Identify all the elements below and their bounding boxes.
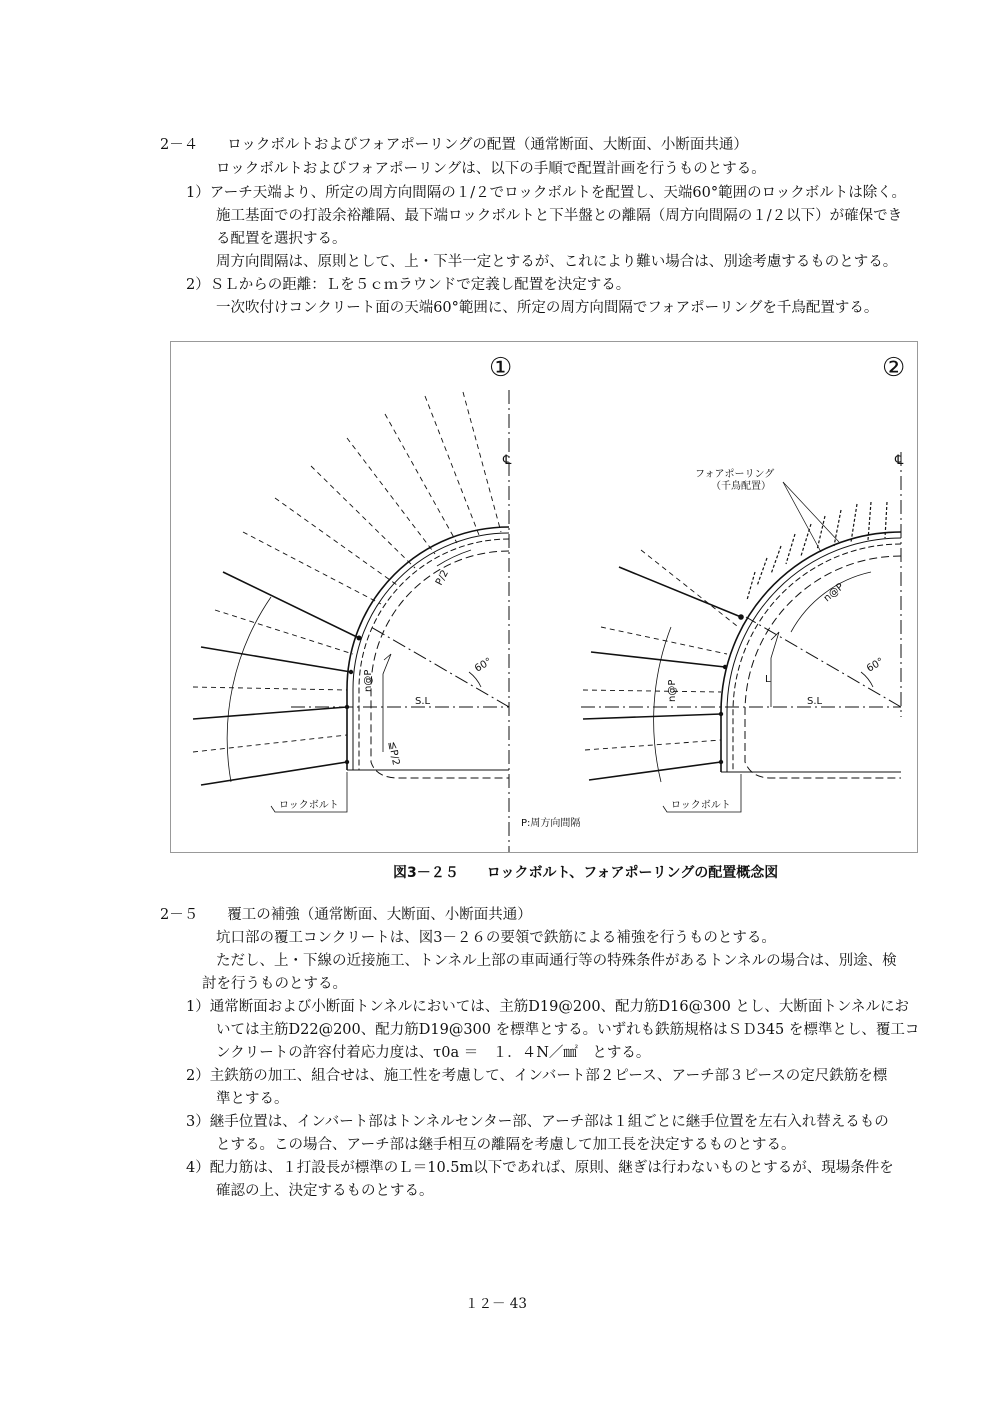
item-25-1-line-2: いては主筋D22@200、配力筋D19@300 を標準とする。いずれも鉄筋規格はＳＤ345 を標準とし、覆工コ: [216, 1022, 920, 1038]
item-25-4-line-1: 4）配力筋は、１打設長が標準のＬ＝10.5m以下であれば、原則、継ぎは行わないものとするが、現場条件を: [186, 1160, 894, 1176]
label-p-definition: P:周方向間隔: [521, 818, 581, 829]
item-1-line-3: る配置を選択する。: [216, 231, 347, 247]
item-1-line-1: 1）アーチ天端より、所定の周方向間隔の１/２でロックボルトを配置し、天端60°範囲のロックボルトは除く。: [186, 185, 907, 201]
figure-caption: 図3－２５ ロックボルト、フォアポーリングの配置概念図: [393, 865, 779, 881]
item-25-1-line-3: ンクリートの許容付着応力度は、τ0a ＝ １．４N／㎟ とする。: [216, 1045, 651, 1061]
item-25-2-line-2: 準とする。: [216, 1091, 289, 1107]
figure-number-2: ②: [882, 353, 906, 383]
item-2-line-1: 2）ＳＬからの距離：Ｌを５ｃｍラウンドで定義し配置を決定する。: [186, 277, 631, 293]
rockbolt-forepoling-figure: [170, 341, 918, 853]
item-25-3-line-1: 3）継手位置は、インバート部はトンネルセンター部、アーチ部は１組ごとに継手位置を左右入れ替えるもの: [186, 1114, 889, 1130]
label-le-p-half: ≦P/2: [386, 740, 402, 767]
item-1-line-4: 周方向間隔は、原則として、上・下半一定とするが、これにより難い場合は、別途考慮するものとする。: [216, 254, 898, 270]
label-rockbolt-2: ロックボルト: [671, 800, 731, 811]
label-n-at-p-2a: n@P: [821, 581, 847, 605]
section-2-5-intro-3: 討を行うものとする。: [202, 976, 347, 992]
item-25-2-line-1: 2）主鉄筋の加工、組合せは、施工性を考慮して、インバート部２ピース、アーチ部３ピースの定尺鉄筋を標: [186, 1068, 888, 1084]
item-25-4-line-2: 確認の上、決定するものとする。: [216, 1183, 434, 1199]
label-sl-2: S.L: [807, 696, 823, 707]
label-p-half: P/2: [433, 568, 452, 588]
item-2-line-2: 一次吹付けコンクリート面の天端60°範囲に、所定の周方向間隔でフォアポーリングを千鳥配置する。: [216, 300, 879, 316]
label-forepoling: フォアポーリング: [695, 469, 775, 480]
label-sl-1: S.L: [415, 696, 431, 707]
label-rockbolt-1: ロックボルト: [279, 800, 339, 811]
section-2-4-heading: 2－４ ロックボルトおよびフォアポーリングの配置（通常断面、大断面、小断面共通）: [160, 137, 748, 153]
figure-number-1: ①: [489, 353, 513, 383]
item-1-line-2: 施工基面での打設余裕離隔、最下端ロックボルトと下半盤との離隔（周方向間隔の１/２以下）が確保でき: [216, 208, 903, 224]
page-number: １２－ 43: [465, 1296, 527, 1312]
section-2-5-intro-1: 坑口部の覆工コンクリートは、図3－２６の要領で鉄筋による補強を行うものとする。: [216, 930, 776, 946]
figure-drawing: [171, 342, 919, 854]
item-25-3-line-2: とする。この場合、アーチ部は継手相互の離隔を考慮して加工長を決定するものとする。: [216, 1137, 796, 1153]
centerline-mark-2: ℄: [895, 453, 904, 468]
section-2-5-intro-2: ただし、上・下線の近接施工、トンネル上部の車両通行等の特殊条件があるトンネルの場合は、別途、検: [216, 953, 897, 969]
section-2-5-heading: 2－５ 覆工の補強（通常断面、大断面、小断面共通）: [160, 907, 532, 923]
label-n-at-p-1: n@P: [363, 669, 374, 692]
item-25-1-line-1: 1）通常断面および小断面トンネルにおいては、主筋D19@200、配力筋D16@300 とし、大断面トンネルにお: [186, 999, 909, 1015]
section-2-4-intro: ロックボルトおよびフォアポーリングは、以下の手順で配置計画を行うものとする。: [216, 161, 766, 177]
label-n-at-p-2b: n@P: [667, 679, 678, 702]
label-60-deg-1: 60°: [473, 656, 494, 675]
label-forepoling-staggered: （千鳥配置）: [711, 481, 771, 492]
label-L: L: [765, 674, 771, 685]
centerline-mark-1: ℄: [503, 453, 512, 468]
label-60-deg-2: 60°: [865, 656, 886, 675]
